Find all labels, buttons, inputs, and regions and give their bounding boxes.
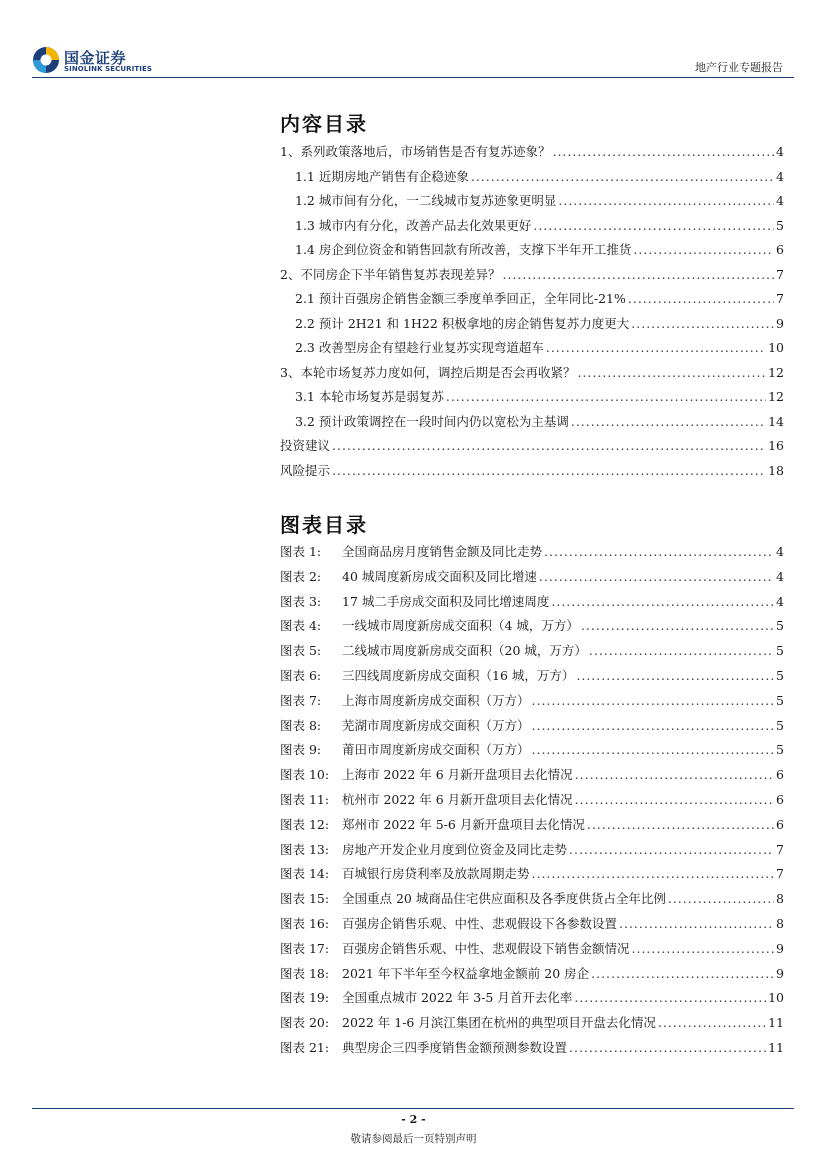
toc-entry-page: 9 [776,315,784,331]
leader-dots [471,165,774,190]
figure-entry-number: 图表 2: [280,568,322,584]
leader-dots [577,361,766,386]
report-type: 地产行业专题报告 [695,61,783,74]
toc-entry-label: 3.2 预计政策调控在一段时间内仍以宽松为主基调 [295,413,569,429]
toc-entry[interactable] [280,238,784,263]
leader-dots [591,962,774,987]
figure-entry[interactable] [280,714,784,739]
toc-entry[interactable] [280,459,784,484]
leader-dots [631,312,774,337]
leader-dots [575,763,774,788]
figure-entry-page: 5 [776,667,784,683]
leader-dots [546,336,766,361]
toc-entry-label: 1.4 房企到位资金和销售回款有所改善，支撑下半年开工推货 [295,242,632,257]
toc-entry-label: 1.2 城市间有分化，一二线城市复苏迹象更明显 [295,193,557,208]
figure-entry-label: 杭州市 2022 年 6 月新开盘项目去化情况 [342,791,573,807]
figure-entry-label: 三四线周度新房成交面积（16 城，万方） [342,667,575,683]
toc-entry-page: 4 [776,168,784,184]
company-logo [32,46,157,78]
figure-entry-page: 5 [776,618,784,634]
toc-entry[interactable] [280,312,784,337]
toc-entry[interactable] [280,410,784,435]
figure-entry[interactable] [280,1011,784,1036]
toc-entry[interactable] [280,189,784,214]
figure-entry-page: 4 [776,593,784,609]
toc-entry-page: 12 [768,364,784,380]
figure-entry-number: 图表 1: [280,544,322,559]
leader-dots [551,590,774,615]
leader-dots [658,1011,766,1036]
figure-entry[interactable] [280,540,784,565]
figure-entry-page: 6 [776,791,784,807]
toc-entry-page: 18 [768,462,784,478]
contents-list [280,140,784,483]
figure-entry[interactable] [280,738,784,763]
toc-entry-page: 12 [768,389,784,404]
figure-entry[interactable] [280,813,784,838]
figure-entry-page: 6 [776,816,784,832]
leader-dots [558,189,774,214]
figure-entry-page: 5 [776,643,784,659]
toc-entry[interactable] [280,165,784,190]
figure-entry-page: 8 [776,891,784,907]
figure-entry-label: 郑州市 2022 年 5-6 月新开盘项目去化情况 [342,816,585,832]
figure-entry[interactable] [280,788,784,813]
figures-title: 图表目录 [280,513,368,537]
figure-entry-number: 图表 13: [280,841,330,857]
toc-entry-label: 1.3 城市内有分化，改善产品去化效果更好 [295,217,532,233]
leader-dots [332,434,766,459]
header-divider [32,77,794,78]
figure-entry[interactable] [280,887,784,912]
figure-entry[interactable] [280,986,784,1011]
figure-entry-label: 全国重点 20 城商品住宅供应面积及各季度供货占全年比例 [342,891,666,907]
figure-entry-label: 二线城市周度新房成交面积（20 城，万方） [342,643,587,659]
figure-entry-label: 全国商品房月度销售金额及同比走势 [342,544,543,559]
logo-mark-icon [32,46,60,74]
leader-dots [632,937,775,962]
toc-entry-label: 投资建议 [280,438,331,453]
figure-entry-page: 9 [776,940,784,956]
figure-entry-label: 房地产开发企业月度到位资金及同比走势 [342,841,568,857]
figure-entry[interactable] [280,639,784,664]
figure-entry-page: 11 [768,1015,784,1031]
figure-entry-label: 全国重点城市 2022 年 3-5 月首开去化率 [342,990,573,1006]
toc-entry-label: 2、不同房企下半年销售复苏表现差异？ [280,266,501,282]
leader-dots [574,986,766,1011]
figure-entry-page: 4 [776,568,784,584]
figure-entry-label: 上海市 2022 年 6 月新开盘项目去化情况 [342,767,573,783]
toc-entry-page: 4 [776,193,784,208]
figure-entry[interactable] [280,689,784,714]
figure-entry-number: 图表 6: [280,667,322,683]
toc-entry[interactable] [280,361,784,386]
leader-dots [587,813,774,838]
figure-entry-label: 芜湖市周度新房成交面积（万方） [342,717,530,733]
figure-entry-number: 图表 3: [280,593,322,609]
figure-entry-number: 图表 10: [280,767,330,783]
toc-entry-label: 1.1 近期房地产销售有企稳迹象 [295,168,469,184]
figure-entry-page: 6 [776,767,784,783]
leader-dots [619,912,774,937]
figure-entry-number: 图表 4: [280,618,322,634]
figure-entry-page: 11 [768,1039,784,1055]
figure-entry-label: 2021 年下半年至今权益拿地金额前 20 房企 [342,965,590,981]
leader-dots [502,263,774,288]
figure-entry-page: 5 [776,742,784,758]
figure-entry[interactable] [280,962,784,987]
figure-entry[interactable] [280,862,784,887]
toc-entry-label: 风险提示 [280,462,331,478]
figure-entry[interactable] [280,937,784,962]
toc-entry[interactable] [280,140,784,165]
leader-dots [533,214,774,239]
page-number: - 2 - [401,1113,426,1126]
figure-entry-label: 典型房企三四季度销售金额预测参数设置 [342,1039,568,1055]
figure-entry[interactable] [280,614,784,639]
leader-dots [544,540,774,565]
toc-entry-page: 5 [776,217,784,233]
figure-entry-number: 图表 7: [280,692,322,708]
figure-entry-page: 8 [776,915,784,931]
toc-entry-page: 10 [768,340,784,355]
figure-entry-number: 图表 5: [280,643,322,659]
figure-entry-label: 2022 年 1-6 月滨江集团在杭州的典型项目开盘去化情况 [342,1015,656,1031]
leader-dots [668,887,774,912]
figure-entry[interactable] [280,590,784,615]
leader-dots [575,788,774,813]
figure-entry-page: 4 [776,544,784,559]
contents-title: 内容目录 [280,112,368,136]
figure-entry-number: 图表 16: [280,915,330,931]
leader-dots [581,614,774,639]
figure-entry-label: 一线城市周度新房成交面积（4 城，万方） [342,618,579,634]
leader-dots [628,287,774,312]
figure-entry[interactable] [280,763,784,788]
figure-entry[interactable] [280,565,784,590]
leader-dots [589,639,774,664]
figure-entry-label: 上海市周度新房成交面积（万方） [342,692,530,708]
toc-entry[interactable] [280,263,784,288]
figure-entry-page: 7 [776,841,784,857]
figure-entry-number: 图表 8: [280,717,322,733]
figure-entry-page: 9 [776,965,784,981]
page-header [0,0,827,80]
toc-entry-label: 2.3 改善型房企有望趁行业复苏实现弯道超车 [295,340,544,355]
figure-entry-label: 40 城周度新房成交面积及同比增速 [342,568,537,584]
toc-entry-page: 7 [776,291,784,306]
leader-dots [552,140,774,165]
figure-entry-number: 图表 9: [280,742,322,758]
toc-entry[interactable] [280,214,784,239]
figure-entry-number: 图表 21: [280,1039,330,1055]
figure-entry-page: 5 [776,717,784,733]
figure-entry-number: 图表 14: [280,866,330,882]
leader-dots [446,385,766,410]
toc-entry-label: 3.1 本轮市场复苏是弱复苏 [295,389,444,404]
leader-dots [532,738,775,763]
figure-entry-page: 10 [768,990,784,1006]
figures-list [280,540,784,1061]
figure-entry-label: 百强房企销售乐观、中性、悲观假设下销售金额情况 [342,940,630,956]
toc-entry[interactable] [280,287,784,312]
leader-dots [633,238,774,263]
toc-entry-page: 6 [776,242,784,257]
toc-entry-label: 2.1 预计百强房企销售金额三季度单季回正，全年同比-21% [295,291,626,306]
toc-entry[interactable] [280,336,784,361]
logo-text-cn: 国金证券 [64,49,127,67]
logo-text-en: SINOLINK SECURITIES [64,65,152,73]
figure-entry[interactable] [280,912,784,937]
leader-dots [532,862,775,887]
figure-entry-page: 7 [776,866,784,882]
toc-entry-page: 7 [776,266,784,282]
figure-entry-number: 图表 20: [280,1015,330,1031]
figure-entry[interactable] [280,1036,784,1061]
toc-entry[interactable] [280,385,784,410]
figure-entry-number: 图表 19: [280,990,330,1006]
figure-entry-number: 图表 18: [280,965,330,981]
figure-entry[interactable] [280,664,784,689]
toc-entry-page: 16 [768,438,784,453]
figure-entry-label: 百城银行房贷利率及放款周期走势 [342,866,530,882]
leader-dots [539,565,774,590]
leader-dots [571,410,766,435]
leader-dots [569,1036,766,1061]
leader-dots [332,459,766,484]
figure-entry-label: 百强房企销售乐观、中性、悲观假设下各参数设置 [342,915,618,931]
leader-dots [532,714,775,739]
figure-entry-number: 图表 12: [280,816,330,832]
toc-entry-label: 1、系列政策落地后，市场销售是否有复苏迹象？ [280,144,551,159]
figure-entry-number: 图表 17: [280,940,330,956]
toc-entry-page: 14 [768,413,784,429]
figure-entry-label: 17 城二手房成交面积及同比增速周度 [342,593,550,609]
footer-disclaimer: 敬请参阅最后一页特别声明 [350,1133,477,1145]
leader-dots [569,838,774,863]
figure-entry-number: 图表 11: [280,791,330,807]
figure-entry[interactable] [280,838,784,863]
figure-entry-number: 图表 15: [280,891,330,907]
figure-entry-label: 莆田市周度新房成交面积（万方） [342,742,530,758]
leader-dots [576,664,774,689]
toc-entry-label: 3、本轮市场复苏力度如何，调控后期是否会再收紧？ [280,364,576,380]
toc-entry[interactable] [280,434,784,459]
footer-divider [32,1108,794,1109]
toc-entry-label: 2.2 预计 2H21 和 1H22 积极拿地的房企销售复苏力度更大 [295,315,630,331]
leader-dots [532,689,775,714]
figure-entry-page: 5 [776,692,784,708]
toc-entry-page: 4 [776,144,784,159]
